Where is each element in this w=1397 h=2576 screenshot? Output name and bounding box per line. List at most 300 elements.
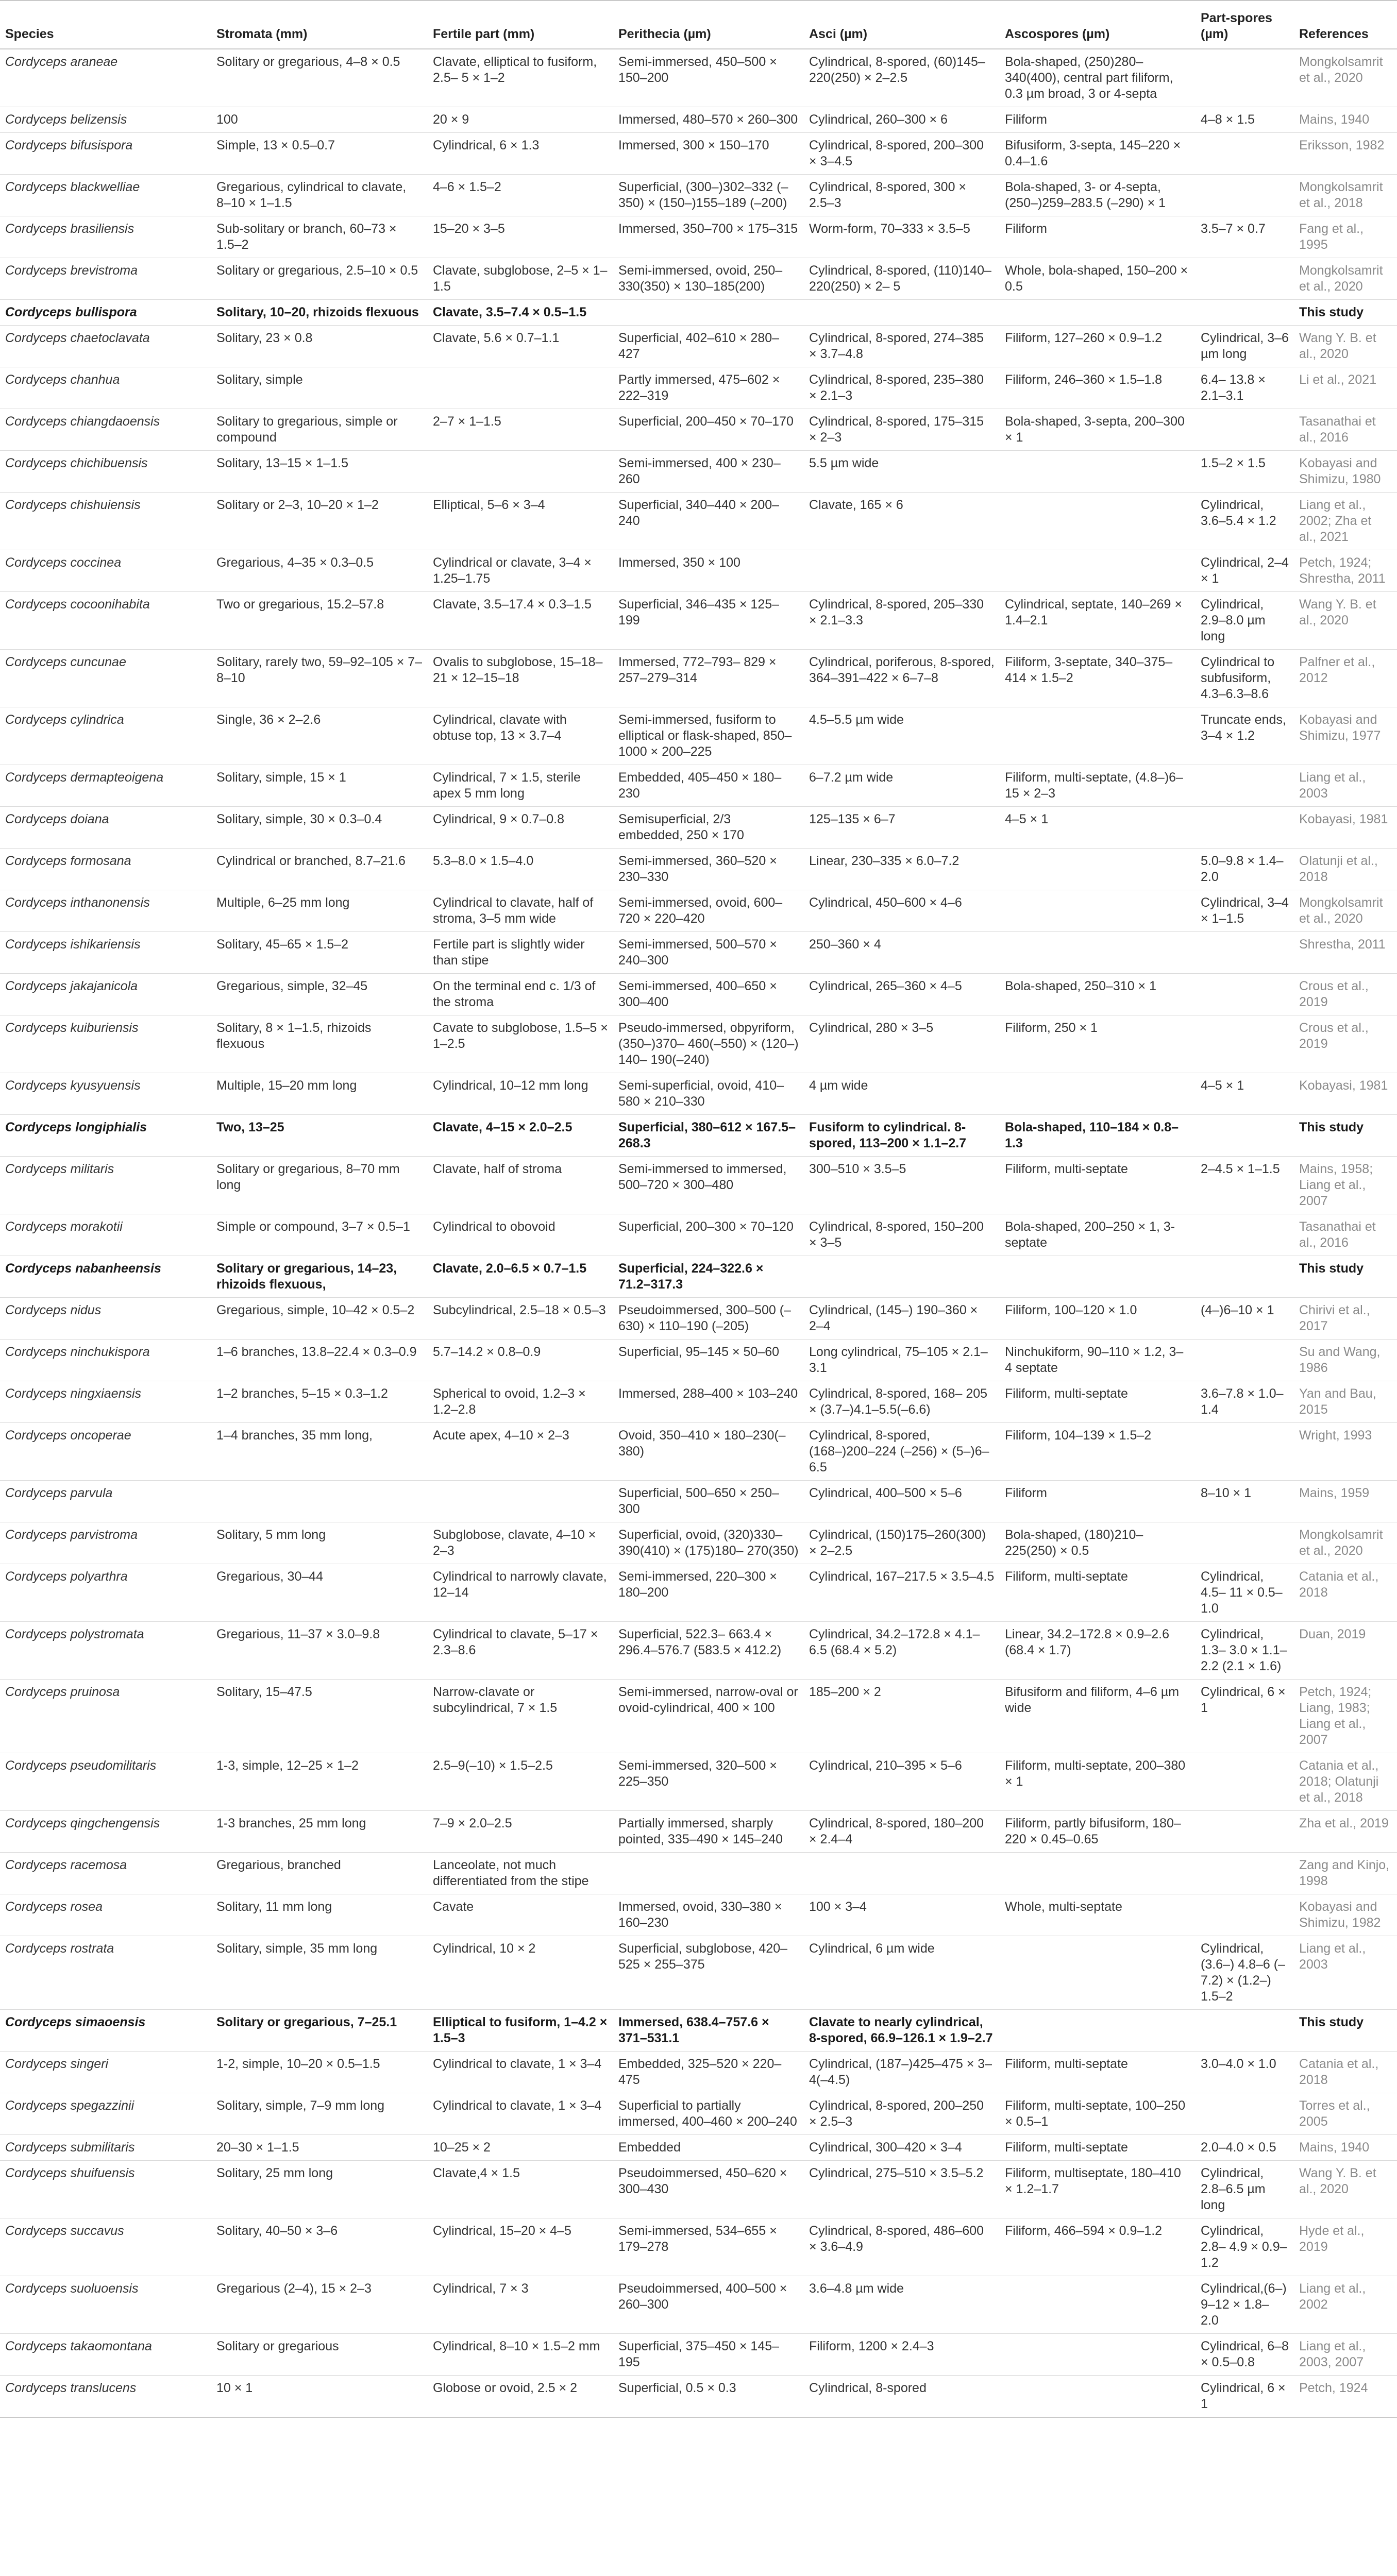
cell-perithecia: Superficial, 500–650 × 250–300 xyxy=(613,1481,804,1522)
table-row xyxy=(0,1753,1397,1811)
cell-part-spores: 4–5 × 1 xyxy=(1196,1073,1294,1115)
cell-ascospores xyxy=(1000,300,1196,326)
cell-stromata: Solitary, simple xyxy=(211,367,428,409)
cell-asci: Cylindrical, 8-spored, 205–330 × 2.1–3.3 xyxy=(804,592,1000,650)
header-row xyxy=(0,1,1397,49)
cell-ascospores xyxy=(1000,2010,1196,2052)
table-row xyxy=(0,2135,1397,2161)
table-row xyxy=(0,1564,1397,1622)
cell-part-spores: 4–8 × 1.5 xyxy=(1196,107,1294,133)
cell-perithecia: Superficial, 0.5 × 0.3 xyxy=(613,2376,804,2418)
cell-species: Cordyceps suoluoensis xyxy=(0,2276,211,2334)
table-header xyxy=(0,1,1397,49)
cell-references: This study xyxy=(1294,300,1397,326)
cell-stromata: Gregarious (2–4), 15 × 2–3 xyxy=(211,2276,428,2334)
cell-stromata: 1–2 branches, 5–15 × 0.3–1.2 xyxy=(211,1381,428,1423)
cell-fertile-part: Cavate xyxy=(428,1894,613,1936)
cell-stromata: 1-3, simple, 12–25 × 1–2 xyxy=(211,1753,428,1811)
cell-references: Tasanathai et al., 2016 xyxy=(1294,409,1397,451)
cell-perithecia: Immersed, 772–793– 829 × 257–279–314 xyxy=(613,650,804,707)
cell-asci: Cylindrical, 280 × 3–5 xyxy=(804,1015,1000,1073)
cell-part-spores: 5.0–9.8 × 1.4– 2.0 xyxy=(1196,849,1294,890)
cell-perithecia: Pseudoimmersed, 450–620 × 300–430 xyxy=(613,2161,804,2218)
cell-perithecia: Immersed, 350 × 100 xyxy=(613,550,804,592)
cell-part-spores: Cylindrical, 6–8 × 0.5–0.8 xyxy=(1196,2334,1294,2376)
cell-references: Liang et al., 2003 xyxy=(1294,765,1397,807)
table-row xyxy=(0,1481,1397,1522)
cell-part-spores xyxy=(1196,2010,1294,2052)
cell-species: Cordyceps singeri xyxy=(0,2052,211,2093)
cell-stromata: Solitary, simple, 35 mm long xyxy=(211,1936,428,2010)
cell-part-spores xyxy=(1196,1522,1294,1564)
cell-references: Palfner et al., 2012 xyxy=(1294,650,1397,707)
cell-stromata: 1-3 branches, 25 mm long xyxy=(211,1811,428,1853)
cell-fertile-part: 5.3–8.0 × 1.5–4.0 xyxy=(428,849,613,890)
cell-references: Liang et al., 2002; Zha et al., 2021 xyxy=(1294,493,1397,550)
table-row xyxy=(0,1894,1397,1936)
cell-perithecia: Pseudoimmersed, 400–500 × 260–300 xyxy=(613,2276,804,2334)
cell-asci: Cylindrical, 260–300 × 6 xyxy=(804,107,1000,133)
cell-perithecia: Superficial, ovoid, (320)330– 390(410) × (175)180– 270(350) xyxy=(613,1522,804,1564)
cell-perithecia: Ovoid, 350–410 × 180–230(–380) xyxy=(613,1423,804,1481)
cell-ascospores xyxy=(1000,849,1196,890)
cell-perithecia: Semisuperficial, 2/3 embedded, 250 × 170 xyxy=(613,807,804,849)
cell-references: This study xyxy=(1294,2010,1397,2052)
cell-ascospores: Filiform, partly bifusiform, 180–220 × 0.45–0.65 xyxy=(1000,1811,1196,1853)
cell-perithecia: Semi-immersed, narrow-oval or ovoid-cylindrical, 400 × 100 xyxy=(613,1680,804,1753)
cell-asci: Cylindrical, 400–500 × 5–6 xyxy=(804,1481,1000,1522)
cell-species: Cordyceps polyarthra xyxy=(0,1564,211,1622)
table-row xyxy=(0,707,1397,765)
cell-species: Cordyceps coccinea xyxy=(0,550,211,592)
cell-references: Torres et al., 2005 xyxy=(1294,2093,1397,2135)
cell-fertile-part: Cylindrical, 6 × 1.3 xyxy=(428,133,613,175)
cell-references: Zha et al., 2019 xyxy=(1294,1811,1397,1853)
cell-fertile-part: Elliptical to fusiform, 1–4.2 × 1.5–3 xyxy=(428,2010,613,2052)
cell-part-spores: 1.5–2 × 1.5 xyxy=(1196,451,1294,493)
table-row xyxy=(0,1522,1397,1564)
cell-stromata: Solitary, simple, 7–9 mm long xyxy=(211,2093,428,2135)
cell-references: Fang et al., 1995 xyxy=(1294,216,1397,258)
cell-asci: 185–200 × 2 xyxy=(804,1680,1000,1753)
cell-references: Li et al., 2021 xyxy=(1294,367,1397,409)
table-row xyxy=(0,974,1397,1015)
cell-ascospores: Bola-shaped, 3-septa, 200–300 × 1 xyxy=(1000,409,1196,451)
cell-references: Yan and Bau, 2015 xyxy=(1294,1381,1397,1423)
cell-species: Cordyceps jakajanicola xyxy=(0,974,211,1015)
cell-asci: 4.5–5.5 µm wide xyxy=(804,707,1000,765)
cell-stromata: 1–4 branches, 35 mm long, xyxy=(211,1423,428,1481)
cell-ascospores xyxy=(1000,2276,1196,2334)
cell-species: Cordyceps kuiburiensis xyxy=(0,1015,211,1073)
cell-stromata: Multiple, 15–20 mm long xyxy=(211,1073,428,1115)
cell-asci: Cylindrical, poriferous, 8-spored, 364–391–422 × 6–7–8 xyxy=(804,650,1000,707)
cell-part-spores: Cylindrical, 6 × 1 xyxy=(1196,2376,1294,2418)
cell-fertile-part: 4–6 × 1.5–2 xyxy=(428,175,613,216)
cell-part-spores: Cylindrical, 1.3– 3.0 × 1.1–2.2 (2.1 × 1.6) xyxy=(1196,1622,1294,1680)
cell-stromata: Solitary, 10–20, rhizoids flexuous xyxy=(211,300,428,326)
table-row xyxy=(0,1115,1397,1157)
cell-ascospores: Filiform, multi-septate, 100–250 × 0.5–1 xyxy=(1000,2093,1196,2135)
cell-stromata: Solitary or gregarious, 8–70 mm long xyxy=(211,1157,428,1214)
cell-ascospores: Bifusiform, 3-septa, 145–220 × 0.4–1.6 xyxy=(1000,133,1196,175)
cell-ascospores: Linear, 34.2–172.8 × 0.9–2.6 (68.4 × 1.7) xyxy=(1000,1622,1196,1680)
table-row xyxy=(0,258,1397,300)
cell-species: Cordyceps succavus xyxy=(0,2218,211,2276)
cell-references: Wright, 1993 xyxy=(1294,1423,1397,1481)
cell-stromata: Simple, 13 × 0.5–0.7 xyxy=(211,133,428,175)
cell-asci: Cylindrical, 8-spored, 235–380 × 2.1–3 xyxy=(804,367,1000,409)
table-row xyxy=(0,300,1397,326)
cell-ascospores xyxy=(1000,2376,1196,2418)
cell-ascospores xyxy=(1000,2334,1196,2376)
table-row xyxy=(0,1073,1397,1115)
cell-perithecia: Pseudo-immersed, obpyriform, (350–)370– 460(–550) × (120–) 140– 190(–240) xyxy=(613,1015,804,1073)
cell-fertile-part: Elliptical, 5–6 × 3–4 xyxy=(428,493,613,550)
cell-part-spores xyxy=(1196,974,1294,1015)
cell-stromata: Solitary or gregarious, 2.5–10 × 0.5 xyxy=(211,258,428,300)
cell-part-spores xyxy=(1196,1853,1294,1894)
table-row xyxy=(0,133,1397,175)
cell-species: Cordyceps ninchukispora xyxy=(0,1340,211,1381)
cell-part-spores xyxy=(1196,1811,1294,1853)
cell-species: Cordyceps cylindrica xyxy=(0,707,211,765)
cell-perithecia: Superficial, 200–450 × 70–170 xyxy=(613,409,804,451)
cell-ascospores: Bifusiform and filiform, 4–6 µm wide xyxy=(1000,1680,1196,1753)
cell-stromata: Solitary, 5 mm long xyxy=(211,1522,428,1564)
cell-perithecia: Superficial, 340–440 × 200–240 xyxy=(613,493,804,550)
cell-fertile-part: Clavate, 3.5–7.4 × 0.5–1.5 xyxy=(428,300,613,326)
cell-species: Cordyceps chaetoclavata xyxy=(0,326,211,367)
cell-perithecia: Embedded, 405–450 × 180–230 xyxy=(613,765,804,807)
cell-fertile-part: Clavate, 2.0–6.5 × 0.7–1.5 xyxy=(428,1256,613,1298)
table-row xyxy=(0,932,1397,974)
cell-perithecia: Superficial, 375–450 × 145–195 xyxy=(613,2334,804,2376)
cell-species: Cordyceps chiangdaoensis xyxy=(0,409,211,451)
cell-fertile-part: Cylindrical to clavate, 1 × 3–4 xyxy=(428,2052,613,2093)
cell-fertile-part: Clavate, elliptical to fusiform, 2.5– 5 × 1–2 xyxy=(428,49,613,107)
cell-perithecia xyxy=(613,300,804,326)
cell-part-spores xyxy=(1196,765,1294,807)
col-header-references: References xyxy=(1294,1,1397,49)
cell-species: Cordyceps racemosa xyxy=(0,1853,211,1894)
cell-fertile-part: Cylindrical, 8–10 × 1.5–2 mm xyxy=(428,2334,613,2376)
cell-fertile-part: On the terminal end c. 1/3 of the stroma xyxy=(428,974,613,1015)
cell-species: Cordyceps inthanonensis xyxy=(0,890,211,932)
cell-fertile-part: Cylindrical to clavate, half of stroma, 3–5 mm wide xyxy=(428,890,613,932)
cell-species: Cordyceps ningxiaensis xyxy=(0,1381,211,1423)
cell-stromata: Two or gregarious, 15.2–57.8 xyxy=(211,592,428,650)
col-header-stromata: Stromata (mm) xyxy=(211,1,428,49)
cell-references: Liang et al., 2003, 2007 xyxy=(1294,2334,1397,2376)
cell-references: Tasanathai et al., 2016 xyxy=(1294,1214,1397,1256)
cell-perithecia: Superficial to partially immersed, 400–460 × 200–240 xyxy=(613,2093,804,2135)
table-row xyxy=(0,107,1397,133)
cell-references: Kobayasi and Shimizu, 1977 xyxy=(1294,707,1397,765)
cell-fertile-part: Subglobose, clavate, 4–10 × 2–3 xyxy=(428,1522,613,1564)
cell-part-spores xyxy=(1196,300,1294,326)
cell-fertile-part: Subcylindrical, 2.5–18 × 0.5–3 xyxy=(428,1298,613,1340)
cell-part-spores: Cylindrical, 2–4 × 1 xyxy=(1196,550,1294,592)
table-row xyxy=(0,650,1397,707)
cell-asci xyxy=(804,1853,1000,1894)
cell-fertile-part: Clavate, 3.5–17.4 × 0.3–1.5 xyxy=(428,592,613,650)
cell-part-spores: Truncate ends, 3–4 × 1.2 xyxy=(1196,707,1294,765)
cell-fertile-part: 10–25 × 2 xyxy=(428,2135,613,2161)
cell-ascospores: Bola-shaped, 3- or 4-septa, (250–)259–283.5 (–290) × 1 xyxy=(1000,175,1196,216)
table-body xyxy=(0,49,1397,2417)
cell-asci: Clavate, 165 × 6 xyxy=(804,493,1000,550)
cell-stromata: Solitary, 25 mm long xyxy=(211,2161,428,2218)
cell-perithecia: Embedded, 325–520 × 220–475 xyxy=(613,2052,804,2093)
cell-perithecia: Superficial, 346–435 × 125–199 xyxy=(613,592,804,650)
cell-stromata: Solitary or 2–3, 10–20 × 1–2 xyxy=(211,493,428,550)
table-row xyxy=(0,2093,1397,2135)
cell-part-spores: Cylindrical, 6 × 1 xyxy=(1196,1680,1294,1753)
cell-asci: Long cylindrical, 75–105 × 2.1–3.1 xyxy=(804,1340,1000,1381)
cell-perithecia: Partially immersed, sharply pointed, 335–490 × 145–240 xyxy=(613,1811,804,1853)
cell-asci: 300–510 × 3.5–5 xyxy=(804,1157,1000,1214)
col-header-species: Species xyxy=(0,1,211,49)
cell-references: Catania et al., 2018; Olatunji et al., 2018 xyxy=(1294,1753,1397,1811)
cell-ascospores xyxy=(1000,707,1196,765)
cell-fertile-part: Lanceolate, not much differentiated from the stipe xyxy=(428,1853,613,1894)
cell-species: Cordyceps dermapteoigena xyxy=(0,765,211,807)
cell-asci: Cylindrical, 8-spored, 300 × 2.5–3 xyxy=(804,175,1000,216)
col-header-fertile-part: Fertile part (mm) xyxy=(428,1,613,49)
cell-species: Cordyceps formosana xyxy=(0,849,211,890)
table-row xyxy=(0,1936,1397,2010)
cell-asci: Cylindrical, 8-spored, 486–600 × 3.6–4.9 xyxy=(804,2218,1000,2276)
cell-perithecia: Semi-immersed, 360–520 × 230–330 xyxy=(613,849,804,890)
cell-perithecia: Semi-immersed, 450–500 × 150–200 xyxy=(613,49,804,107)
cell-asci: Cylindrical, 8-spored, 168– 205 × (3.7–)4.1–5.5(–6.6) xyxy=(804,1381,1000,1423)
cell-references: Mains, 1940 xyxy=(1294,107,1397,133)
cell-stromata: Gregarious, 30–44 xyxy=(211,1564,428,1622)
cell-perithecia: Immersed, 350–700 × 175–315 xyxy=(613,216,804,258)
cell-species: Cordyceps cocoonihabita xyxy=(0,592,211,650)
cell-ascospores: Ninchukiform, 90–110 × 1.2, 3–4 septate xyxy=(1000,1340,1196,1381)
cell-asci: Cylindrical, 8-spored, 175–315 × 2–3 xyxy=(804,409,1000,451)
cell-part-spores xyxy=(1196,932,1294,974)
cell-references: Kobayasi, 1981 xyxy=(1294,807,1397,849)
col-header-part-spores: Part-spores (µm) xyxy=(1196,1,1294,49)
cell-part-spores: Cylindrical, 3–6 µm long xyxy=(1196,326,1294,367)
cell-ascospores: Bola-shaped, 250–310 × 1 xyxy=(1000,974,1196,1015)
cell-ascospores: Filiform, 3-septate, 340–375–414 × 1.5–2 xyxy=(1000,650,1196,707)
cell-species: Cordyceps parvistroma xyxy=(0,1522,211,1564)
cell-stromata: Solitary or gregarious, 4–8 × 0.5 xyxy=(211,49,428,107)
cell-fertile-part: Cylindrical, 15–20 × 4–5 xyxy=(428,2218,613,2276)
cell-part-spores: Cylindrical,(6–) 9–12 × 1.8– 2.0 xyxy=(1196,2276,1294,2334)
table-row xyxy=(0,1157,1397,1214)
cell-stromata: Solitary, 45–65 × 1.5–2 xyxy=(211,932,428,974)
cell-references: Wang Y. B. et al., 2020 xyxy=(1294,2161,1397,2218)
cell-perithecia: Immersed, 480–570 × 260–300 xyxy=(613,107,804,133)
table-row xyxy=(0,2010,1397,2052)
cell-asci xyxy=(804,550,1000,592)
cell-part-spores xyxy=(1196,1256,1294,1298)
table-row xyxy=(0,1811,1397,1853)
cell-fertile-part: Cylindrical, 7 × 1.5, sterile apex 5 mm long xyxy=(428,765,613,807)
cell-ascospores xyxy=(1000,451,1196,493)
col-header-ascospores: Ascospores (µm) xyxy=(1000,1,1196,49)
cell-asci: Cylindrical, 275–510 × 3.5–5.2 xyxy=(804,2161,1000,2218)
cell-fertile-part xyxy=(428,451,613,493)
cell-species: Cordyceps brasiliensis xyxy=(0,216,211,258)
cell-asci: Cylindrical, 8-spored, 180–200 × 2.4–4 xyxy=(804,1811,1000,1853)
cell-fertile-part: Acute apex, 4–10 × 2–3 xyxy=(428,1423,613,1481)
cell-fertile-part xyxy=(428,367,613,409)
cell-species: Cordyceps pruinosa xyxy=(0,1680,211,1753)
cell-references: Catania et al., 2018 xyxy=(1294,2052,1397,2093)
cell-part-spores xyxy=(1196,133,1294,175)
cell-ascospores: Bola-shaped, 200–250 × 1, 3-septate xyxy=(1000,1214,1196,1256)
cell-stromata: Two, 13–25 xyxy=(211,1115,428,1157)
cell-references: Mongkolsamrit et al., 2020 xyxy=(1294,258,1397,300)
cell-asci: 5.5 µm wide xyxy=(804,451,1000,493)
cell-stromata: Solitary, 23 × 0.8 xyxy=(211,326,428,367)
table-row xyxy=(0,1381,1397,1423)
cell-perithecia: Superficial, (300–)302–332 (–350) × (150–)155–189 (–200) xyxy=(613,175,804,216)
cell-fertile-part: Spherical to ovoid, 1.2–3 × 1.2–2.8 xyxy=(428,1381,613,1423)
cell-references: Petch, 1924; Shrestha, 2011 xyxy=(1294,550,1397,592)
cell-stromata: Gregarious, 4–35 × 0.3–0.5 xyxy=(211,550,428,592)
cell-asci: 125–135 × 6–7 xyxy=(804,807,1000,849)
cell-ascospores: Filiform, 246–360 × 1.5–1.8 xyxy=(1000,367,1196,409)
table-row xyxy=(0,367,1397,409)
table-row xyxy=(0,1256,1397,1298)
table-row xyxy=(0,326,1397,367)
cell-fertile-part: Cylindrical to clavate, 1 × 3–4 xyxy=(428,2093,613,2135)
cell-fertile-part: Cylindrical, clavate with obtuse top, 13 × 3.7–4 xyxy=(428,707,613,765)
table-row xyxy=(0,1423,1397,1481)
cell-asci: Cylindrical, 8-spored, 200–250 × 2.5–3 xyxy=(804,2093,1000,2135)
cell-references: Olatunji et al., 2018 xyxy=(1294,849,1397,890)
col-header-asci: Asci (µm) xyxy=(804,1,1000,49)
cell-species: Cordyceps chichibuensis xyxy=(0,451,211,493)
cell-ascospores: Filiform, 104–139 × 1.5–2 xyxy=(1000,1423,1196,1481)
cell-part-spores: 6.4– 13.8 × 2.1–3.1 xyxy=(1196,367,1294,409)
cell-asci: Fusiform to cylindrical. 8-spored, 113–200 × 1.1–2.7 xyxy=(804,1115,1000,1157)
cell-species: Cordyceps blackwelliae xyxy=(0,175,211,216)
cell-species: Cordyceps parvula xyxy=(0,1481,211,1522)
cell-part-spores xyxy=(1196,1115,1294,1157)
cell-species: Cordyceps militaris xyxy=(0,1157,211,1214)
cell-part-spores: 3.5–7 × 0.7 xyxy=(1196,216,1294,258)
cell-part-spores: 8–10 × 1 xyxy=(1196,1481,1294,1522)
cell-species: Cordyceps pseudomilitaris xyxy=(0,1753,211,1811)
table-row xyxy=(0,216,1397,258)
cell-asci: Filiform, 1200 × 2.4–3 xyxy=(804,2334,1000,2376)
cell-references: Mongkolsamrit et al., 2020 xyxy=(1294,49,1397,107)
table-row xyxy=(0,2276,1397,2334)
cell-asci: Cylindrical, 8-spored, 150–200 × 3–5 xyxy=(804,1214,1000,1256)
cell-fertile-part: Cylindrical, 10–12 mm long xyxy=(428,1073,613,1115)
cell-asci: Cylindrical, 8-spored, (110)140–220(250) × 2– 5 xyxy=(804,258,1000,300)
cell-stromata: Solitary, 15–47.5 xyxy=(211,1680,428,1753)
cell-fertile-part: Cylindrical, 9 × 0.7–0.8 xyxy=(428,807,613,849)
cell-species: Cordyceps polystromata xyxy=(0,1622,211,1680)
cell-asci: Cylindrical, 450–600 × 4–6 xyxy=(804,890,1000,932)
cell-perithecia: Superficial, subglobose, 420–525 × 255–375 xyxy=(613,1936,804,2010)
cell-species: Cordyceps chanhua xyxy=(0,367,211,409)
cell-perithecia: Superficial, 200–300 × 70–120 xyxy=(613,1214,804,1256)
cell-part-spores: 2–4.5 × 1–1.5 xyxy=(1196,1157,1294,1214)
cell-references: Crous et al., 2019 xyxy=(1294,1015,1397,1073)
cell-references: Kobayasi, 1981 xyxy=(1294,1073,1397,1115)
table-row xyxy=(0,1622,1397,1680)
table-row xyxy=(0,49,1397,107)
cell-species: Cordyceps cuncunae xyxy=(0,650,211,707)
cell-asci: Clavate to nearly cylindrical, 8-spored, 66.9–126.1 × 1.9–2.7 xyxy=(804,2010,1000,2052)
table-row xyxy=(0,493,1397,550)
cell-perithecia: Superficial, 224–322.6 × 71.2–317.3 xyxy=(613,1256,804,1298)
cell-species: Cordyceps morakotii xyxy=(0,1214,211,1256)
cell-fertile-part: Cylindrical to narrowly clavate, 12–14 xyxy=(428,1564,613,1622)
cell-part-spores xyxy=(1196,1753,1294,1811)
cell-stromata: 100 xyxy=(211,107,428,133)
cell-asci: Cylindrical, 34.2–172.8 × 4.1–6.5 (68.4 × 5.2) xyxy=(804,1622,1000,1680)
cell-species: Cordyceps doiana xyxy=(0,807,211,849)
cell-ascospores: Bola-shaped, 110–184 × 0.8–1.3 xyxy=(1000,1115,1196,1157)
cell-asci: 3.6–4.8 µm wide xyxy=(804,2276,1000,2334)
cell-references: Catania et al., 2018 xyxy=(1294,1564,1397,1622)
cell-part-spores: 3.0–4.0 × 1.0 xyxy=(1196,2052,1294,2093)
cell-ascospores xyxy=(1000,550,1196,592)
cell-perithecia: Embedded xyxy=(613,2135,804,2161)
cell-stromata: Gregarious, cylindrical to clavate, 8–10 × 1–1.5 xyxy=(211,175,428,216)
cell-references: Zang and Kinjo, 1998 xyxy=(1294,1853,1397,1894)
cell-part-spores xyxy=(1196,2093,1294,2135)
cell-asci: Cylindrical, 6 µm wide xyxy=(804,1936,1000,2010)
cell-asci: Cylindrical, 8-spored, (168–)200–224 (–256) × (5–)6–6.5 xyxy=(804,1423,1000,1481)
cell-ascospores: Filiform, 250 × 1 xyxy=(1000,1015,1196,1073)
cell-fertile-part: Cylindrical to clavate, 5–17 × 2.3–8.6 xyxy=(428,1622,613,1680)
cell-stromata: Solitary, 13–15 × 1–1.5 xyxy=(211,451,428,493)
cell-part-spores xyxy=(1196,409,1294,451)
cell-species: Cordyceps longiphialis xyxy=(0,1115,211,1157)
cell-references: Petch, 1924; Liang, 1983; Liang et al., 2007 xyxy=(1294,1680,1397,1753)
cell-part-spores: Cylindrical, 4.5– 11 × 0.5–1.0 xyxy=(1196,1564,1294,1622)
cell-fertile-part: Clavate, 4–15 × 2.0–2.5 xyxy=(428,1115,613,1157)
cell-fertile-part: Clavate, subglobose, 2–5 × 1–1.5 xyxy=(428,258,613,300)
cell-ascospores: Filiform, multi-septate xyxy=(1000,2135,1196,2161)
cell-ascospores: Filiform, multi-septate xyxy=(1000,1564,1196,1622)
cell-ascospores xyxy=(1000,1936,1196,2010)
cell-part-spores: Cylindrical, 2.9–8.0 µm long xyxy=(1196,592,1294,650)
cell-fertile-part: Clavate, half of stroma xyxy=(428,1157,613,1214)
cell-species: Cordyceps araneae xyxy=(0,49,211,107)
cell-asci: Cylindrical, 210–395 × 5–6 xyxy=(804,1753,1000,1811)
cell-stromata: Solitary or gregarious, 7–25.1 xyxy=(211,2010,428,2052)
cell-species: Cordyceps kyusyuensis xyxy=(0,1073,211,1115)
cell-part-spores xyxy=(1196,1340,1294,1381)
cell-stromata: Solitary or gregarious, 14–23, rhizoids flexuous, xyxy=(211,1256,428,1298)
cell-ascospores: Bola-shaped, (250)280–340(400), central part filiform, 0.3 µm broad, 3 or 4-septa xyxy=(1000,49,1196,107)
cell-perithecia: Superficial, 522.3– 663.4 × 296.4–576.7 (583.5 × 412.2) xyxy=(613,1622,804,1680)
cell-ascospores xyxy=(1000,932,1196,974)
cell-stromata: 20–30 × 1–1.5 xyxy=(211,2135,428,2161)
cell-references: Mains, 1959 xyxy=(1294,1481,1397,1522)
cell-fertile-part: 2–7 × 1–1.5 xyxy=(428,409,613,451)
table-row xyxy=(0,2052,1397,2093)
cell-asci: 4 µm wide xyxy=(804,1073,1000,1115)
cell-stromata: Gregarious, simple, 10–42 × 0.5–2 xyxy=(211,1298,428,1340)
cell-species: Cordyceps oncoperae xyxy=(0,1423,211,1481)
cell-part-spores xyxy=(1196,1423,1294,1481)
cell-asci: Cylindrical, 167–217.5 × 3.5–4.5 xyxy=(804,1564,1000,1622)
